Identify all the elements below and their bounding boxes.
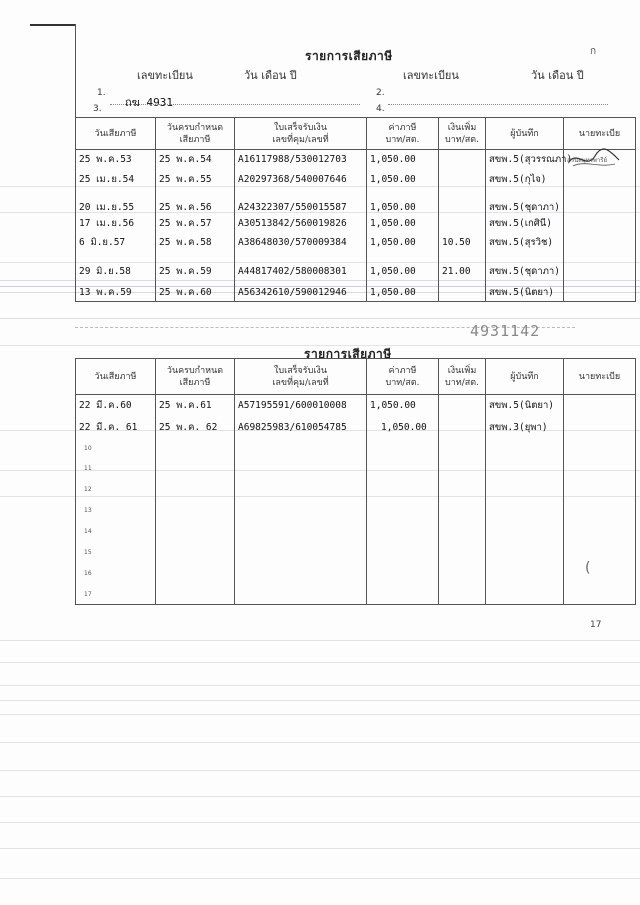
cell-empty	[367, 479, 439, 500]
cell-empty	[486, 459, 564, 479]
col-header-surcharge: เงินเพิ่ม บาท/สต.	[439, 359, 486, 395]
cell-receipt: A30513842/560019826	[235, 215, 367, 232]
registrar-stamp: สวนสมุทรพารีย์	[567, 157, 607, 165]
section-title-bottom: รายการเสียภาษี	[304, 347, 392, 361]
cell-empty	[564, 500, 636, 521]
label-date-2: วัน เดือน ปี	[531, 69, 584, 82]
cell-receipt: A57195591/600010008	[235, 395, 367, 417]
cell-due: 25 พ.ค. 62	[156, 417, 235, 439]
col-header-due-date: วันครบกำหนด เสียภาษี	[156, 118, 235, 150]
cell-recorder: สขพ.5(นิตยา)	[486, 395, 564, 417]
row-number: 14	[84, 528, 92, 535]
cell-registrar	[564, 254, 636, 284]
cell-due: 25 พ.ค.54	[156, 150, 235, 170]
cell-empty	[156, 479, 235, 500]
cell-extra	[439, 215, 486, 232]
cell-empty	[564, 479, 636, 500]
cell-empty	[564, 459, 636, 479]
reg-slot-3-num: 3.	[93, 104, 102, 114]
cell-empty	[156, 439, 235, 459]
corner-rule-vertical	[75, 24, 76, 118]
cell-tax: 1,050.00	[367, 215, 439, 232]
cell-due: 25 พ.ค.61	[156, 395, 235, 417]
cell-extra: 10.50	[439, 232, 486, 254]
cell-receipt: A69825983/610054785	[235, 417, 367, 439]
cell-tax: 1,050.00	[367, 395, 439, 417]
corner-rule	[30, 24, 76, 26]
cell-empty	[367, 542, 439, 563]
row-number: 13	[84, 507, 92, 514]
col-header-paid-date: วันเสียภาษี	[76, 118, 156, 150]
reg-slot-4-num: 4.	[376, 104, 385, 114]
cell-recorder: สขพ.5(สุรวิช)	[486, 232, 564, 254]
tax-table-bottom	[75, 358, 636, 605]
cell-empty	[367, 459, 439, 479]
row-number: 17	[84, 591, 92, 598]
cell-empty	[367, 584, 439, 605]
cell-recorder: สขพ.5(ชุดาภา)	[486, 254, 564, 284]
cell-empty	[367, 500, 439, 521]
cell-empty	[564, 439, 636, 459]
cell-empty	[564, 521, 636, 542]
cell-due: 25 พ.ค.55	[156, 170, 235, 190]
handwritten-paren: (	[585, 560, 591, 576]
cell-tax: 1,050.00	[367, 150, 439, 170]
col-header-tax: ค่าภาษี บาท/สต.	[367, 359, 439, 395]
cell-registrar	[564, 284, 636, 302]
cell-empty	[235, 563, 367, 584]
cell-empty	[486, 479, 564, 500]
cell-receipt: A56342610/590012946	[235, 284, 367, 302]
cell-empty	[486, 542, 564, 563]
cell-extra	[439, 150, 486, 170]
cell-empty	[367, 521, 439, 542]
cell-due: 25 พ.ค.60	[156, 284, 235, 302]
cell-paid: 6 มิ.ย.57	[76, 232, 156, 254]
cell-extra	[439, 170, 486, 190]
row-number: 15	[84, 549, 92, 556]
cell-tax: 1,050.00	[367, 284, 439, 302]
cell-registrar	[564, 170, 636, 190]
cell-recorder: สขพ.5(เกศินี)	[486, 215, 564, 232]
cell-empty	[156, 584, 235, 605]
cell-extra: 21.00	[439, 254, 486, 284]
cell-tax: 1,050.00	[367, 190, 439, 215]
cell-empty	[235, 542, 367, 563]
cell-receipt: A44817402/580008301	[235, 254, 367, 284]
col-header-tax: ค่าภาษี บาท/สต.	[367, 118, 439, 150]
cell-empty	[486, 563, 564, 584]
cell-empty	[156, 563, 235, 584]
cell-registrar	[564, 417, 636, 439]
col-header-due-date: วันครบกำหนด เสียภาษี	[156, 359, 235, 395]
signature-scribble	[565, 148, 623, 172]
cell-registrar	[564, 215, 636, 232]
cell-empty	[235, 584, 367, 605]
cell-extra	[439, 395, 486, 417]
cell-empty	[486, 439, 564, 459]
cell-extra	[439, 417, 486, 439]
col-header-paid-date: วันเสียภาษี	[76, 359, 156, 395]
cell-empty	[235, 439, 367, 459]
cell-empty	[439, 500, 486, 521]
label-reg-2: เลขทะเบียน	[403, 69, 459, 82]
cell-paid: 20 เม.ย.55	[76, 190, 156, 215]
row-number: 10	[84, 445, 92, 452]
cell-empty	[367, 563, 439, 584]
cell-empty	[156, 500, 235, 521]
cell-empty	[564, 563, 636, 584]
label-date-1: วัน เดือน ปี	[244, 69, 297, 82]
cell-paid: 25 พ.ค.53	[76, 150, 156, 170]
cell-due: 25 พ.ค.57	[156, 215, 235, 232]
section-title-top: รายการเสียภาษี	[305, 49, 393, 63]
row-number: 11	[84, 465, 92, 472]
handwritten-number: 4931142	[470, 322, 541, 340]
page-number: 17	[590, 620, 602, 630]
cell-tax: 1,050.00	[367, 170, 439, 190]
row-number: 16	[84, 570, 92, 577]
cell-empty	[235, 500, 367, 521]
cell-extra	[439, 284, 486, 302]
cell-empty	[156, 542, 235, 563]
cell-empty	[486, 521, 564, 542]
cell-paid: 22 มี.ค.60	[76, 395, 156, 417]
cell-receipt: A38648030/570009384	[235, 232, 367, 254]
cell-empty	[564, 584, 636, 605]
cell-empty	[235, 521, 367, 542]
col-header-registrar: นายทะเบีย	[564, 118, 636, 150]
reg-line-1	[110, 104, 360, 105]
row-number: 12	[84, 486, 92, 493]
cell-due: 25 พ.ค.56	[156, 190, 235, 215]
tax-table-top	[75, 117, 636, 302]
cell-empty	[367, 439, 439, 459]
cell-paid: 25 เม.ย.54	[76, 170, 156, 190]
cell-empty	[439, 521, 486, 542]
col-header-registrar: นายทะเบีย	[564, 359, 636, 395]
cell-paid: 17 เม.ย.56	[76, 215, 156, 232]
cell-empty	[439, 479, 486, 500]
label-reg-1: เลขทะเบียน	[137, 69, 193, 82]
cell-empty	[156, 521, 235, 542]
cell-tax: 1,050.00	[367, 232, 439, 254]
cell-empty	[156, 459, 235, 479]
reg-line-2	[388, 104, 608, 105]
cell-receipt: A24322307/550015587	[235, 190, 367, 215]
cell-registrar	[564, 395, 636, 417]
cell-paid: 13 พ.ค.59	[76, 284, 156, 302]
cell-recorder: สขพ.5(กุไจ)	[486, 170, 564, 190]
cell-empty	[486, 500, 564, 521]
cell-empty	[439, 439, 486, 459]
cell-paid: 29 มิ.ย.58	[76, 254, 156, 284]
cell-empty	[439, 459, 486, 479]
cell-empty	[439, 542, 486, 563]
col-header-recorder: ผู้บันทึก	[486, 359, 564, 395]
col-header-recorder: ผู้บันทึก	[486, 118, 564, 150]
reg-slot-2-num: 2.	[376, 88, 385, 98]
cell-empty	[486, 584, 564, 605]
cell-recorder: สขพ.5(นิตยา)	[486, 284, 564, 302]
cell-empty	[439, 584, 486, 605]
cell-receipt: A16117988/530012703	[235, 150, 367, 170]
cell-registrar	[564, 190, 636, 215]
cell-empty	[564, 542, 636, 563]
col-header-surcharge: เงินเพิ่ม บาท/สต.	[439, 118, 486, 150]
cell-tax: 1,050.00	[367, 417, 439, 439]
reg-slot-1-value: ถฆ 4931	[125, 96, 173, 109]
cell-extra	[439, 190, 486, 215]
cell-recorder: สขพ.5(สุวรรณภา)	[486, 150, 564, 170]
cell-paid: 22 มี.ค. 61	[76, 417, 156, 439]
cell-receipt: A20297368/540007646	[235, 170, 367, 190]
col-header-receipt: ใบเสร็จรับเงิน เลขที่คุม/เลขที่	[235, 359, 367, 395]
cell-empty	[439, 563, 486, 584]
cell-empty	[235, 479, 367, 500]
col-header-receipt: ใบเสร็จรับเงิน เลขที่คุม/เลขที่	[235, 118, 367, 150]
cell-tax: 1,050.00	[367, 254, 439, 284]
cell-recorder: สขพ.5(ชุดาภา)	[486, 190, 564, 215]
page-corner-mark: ก	[590, 46, 597, 57]
cell-recorder: สขพ.3(ยุพา)	[486, 417, 564, 439]
cell-registrar	[564, 232, 636, 254]
cell-empty	[235, 459, 367, 479]
cell-due: 25 พ.ค.58	[156, 232, 235, 254]
cell-due: 25 พ.ค.59	[156, 254, 235, 284]
reg-slot-1-num: 1.	[97, 88, 106, 98]
